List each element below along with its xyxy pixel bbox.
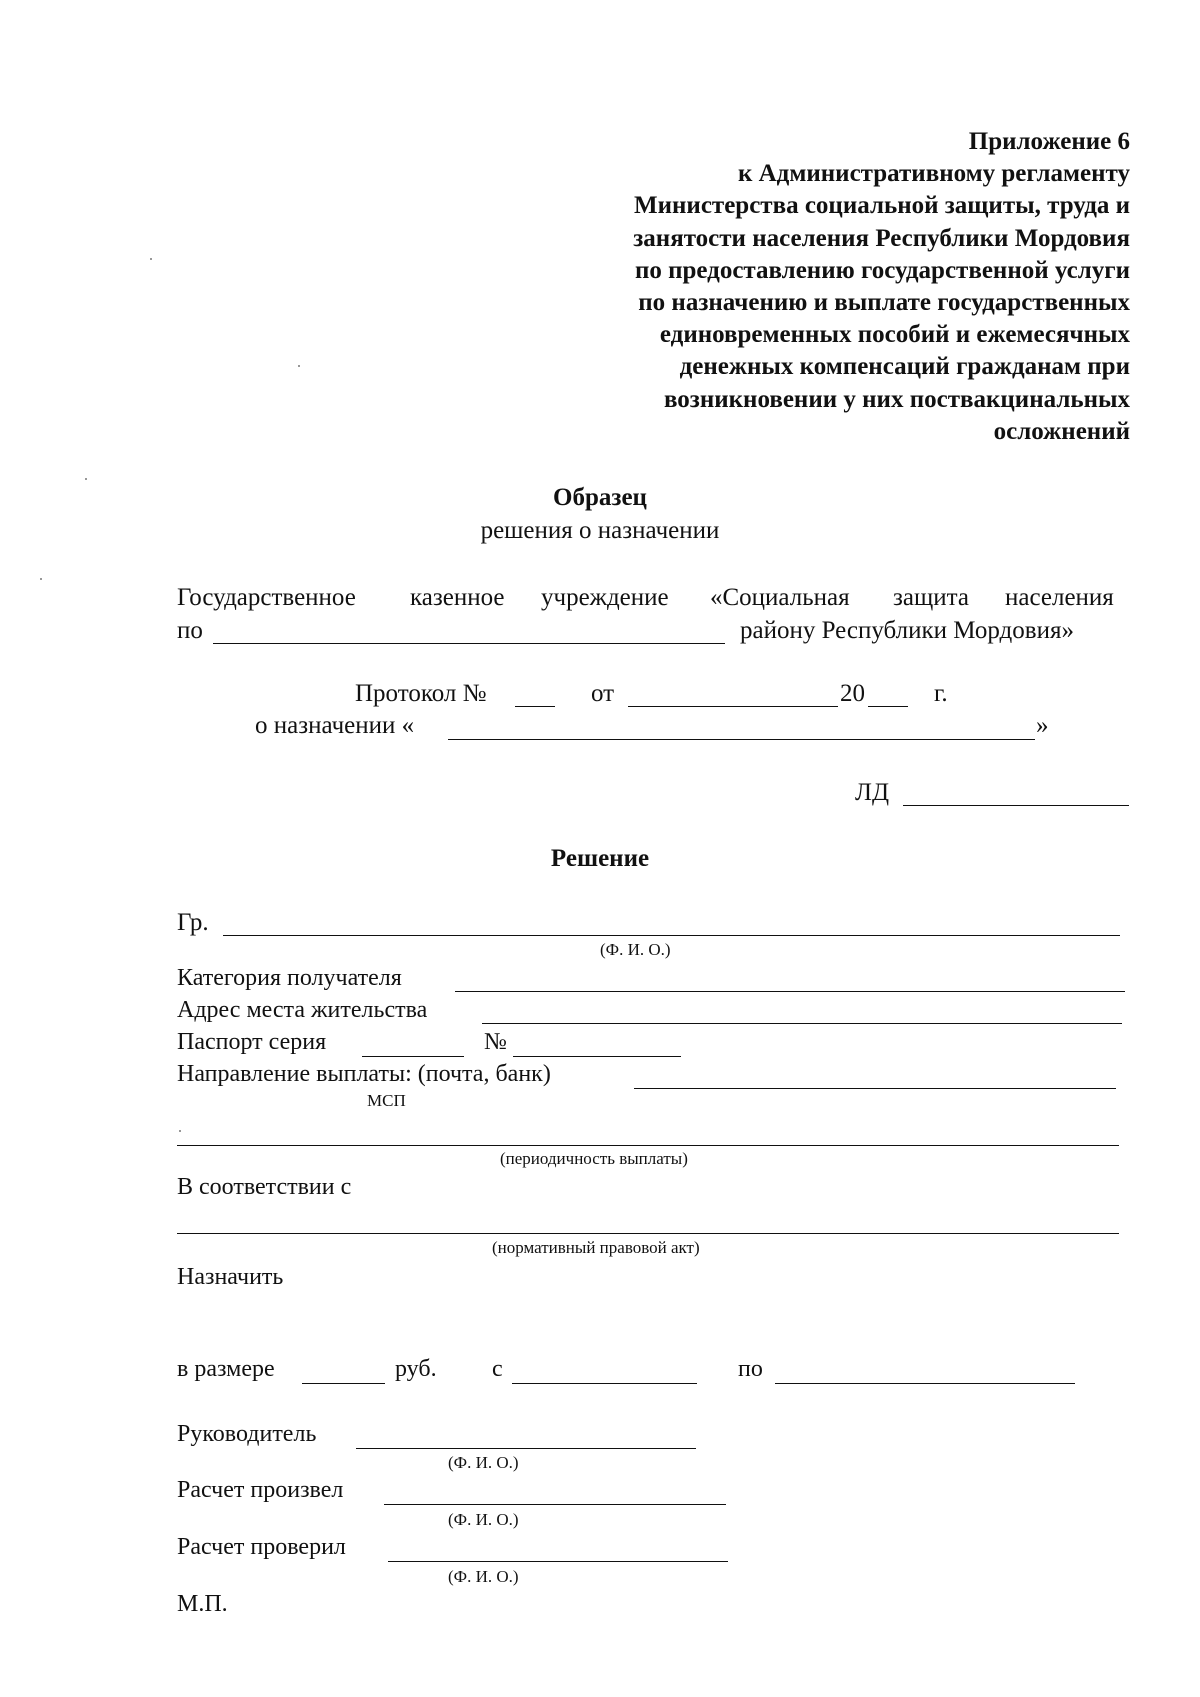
institution-suffix: району Республики Мордовия» xyxy=(740,617,1074,644)
fio-caption: (Ф. И. О.) xyxy=(448,1453,519,1472)
fio-caption: (Ф. И. О.) xyxy=(600,940,671,959)
category-field[interactable] xyxy=(455,991,1125,992)
period-from-label: с xyxy=(492,1356,503,1382)
legal-act-caption: (нормативный правовой акт) xyxy=(492,1238,700,1257)
institution-prefix: по xyxy=(177,617,203,644)
head-label: Руководитель xyxy=(177,1421,317,1447)
passport-series-label: Паспорт серия xyxy=(177,1029,327,1055)
calc-checked-label: Расчет проверил xyxy=(177,1534,346,1560)
scan-speck xyxy=(85,478,87,480)
header-line: по предоставлению государственной услуги xyxy=(634,256,1130,284)
institution-word: учреждение xyxy=(541,584,669,611)
payment-direction-label: Направление выплаты: (почта, банк) xyxy=(177,1061,551,1087)
fio-caption: (Ф. И. О.) xyxy=(448,1567,519,1586)
header-line: возникновении у них поствакцинальных xyxy=(663,385,1130,413)
ld-label: ЛД xyxy=(855,779,890,806)
accordance-label: В соответствии с xyxy=(177,1174,352,1200)
citizen-name-field[interactable] xyxy=(223,935,1120,936)
institution-word: защита xyxy=(893,584,969,611)
passport-series-field[interactable] xyxy=(362,1056,464,1057)
ld-field[interactable] xyxy=(903,805,1129,806)
periodicity-field[interactable] xyxy=(177,1145,1119,1146)
header-line: единовременных пособий и ежемесячных xyxy=(659,321,1130,349)
protocol-label: Протокол № xyxy=(355,680,487,707)
payment-direction-field[interactable] xyxy=(634,1088,1116,1089)
passport-number-field[interactable] xyxy=(513,1056,681,1057)
protocol-year-field[interactable] xyxy=(868,706,908,707)
header-line: Министерства социальной защиты, труда и xyxy=(634,192,1130,220)
calc-made-field[interactable] xyxy=(384,1504,726,1505)
scan-speck xyxy=(150,258,152,260)
protocol-date-field[interactable] xyxy=(628,706,838,707)
currency-label: руб. xyxy=(395,1356,437,1382)
institution-word: «Социальная xyxy=(710,584,850,611)
protocol-year-prefix: 20 xyxy=(840,680,865,707)
scan-speck xyxy=(298,365,300,367)
period-to-label: по xyxy=(738,1356,763,1382)
protocol-number-field[interactable] xyxy=(515,706,555,707)
amount-prefix: в размере xyxy=(177,1356,275,1382)
institution-word: казенное xyxy=(410,584,505,611)
address-label: Адрес места жительства xyxy=(177,997,428,1023)
header-line: осложнений xyxy=(993,417,1130,445)
assign-label: Назначить xyxy=(177,1264,284,1290)
protocol-year-suffix: г. xyxy=(934,680,948,707)
about-field[interactable] xyxy=(448,739,1035,740)
scan-speck xyxy=(40,578,42,580)
legal-act-field[interactable] xyxy=(177,1233,1119,1234)
about-prefix: о назначении « xyxy=(255,712,415,739)
scan-speck xyxy=(179,1130,181,1132)
calc-made-label: Расчет произвел xyxy=(177,1477,344,1503)
citizen-label: Гр. xyxy=(177,909,209,936)
institution-word: Государственное xyxy=(177,584,356,611)
header-line: денежных компенсаций гражданам при xyxy=(679,353,1130,381)
stamp-label: М.П. xyxy=(177,1591,228,1617)
header-line: к Административному регламенту xyxy=(737,160,1130,188)
about-suffix: » xyxy=(1036,712,1049,739)
address-field[interactable] xyxy=(482,1023,1122,1024)
institution-word: населения xyxy=(1005,584,1114,611)
fio-caption: (Ф. И. О.) xyxy=(448,1510,519,1529)
form-title: Образец xyxy=(553,484,647,511)
header-line: занятости населения Республики Мордовия xyxy=(633,224,1130,252)
passport-number-label: № xyxy=(484,1029,507,1055)
msp-label: МСП xyxy=(367,1091,406,1110)
period-from-field[interactable] xyxy=(512,1383,697,1384)
head-signature-field[interactable] xyxy=(356,1448,696,1449)
district-field[interactable] xyxy=(213,643,725,644)
appendix-number: Приложение 6 xyxy=(968,128,1130,155)
calc-checked-field[interactable] xyxy=(388,1561,728,1562)
period-to-field[interactable] xyxy=(775,1383,1075,1384)
category-label: Категория получателя xyxy=(177,965,402,991)
header-line: по назначению и выплате государственных xyxy=(638,289,1130,317)
form-subtitle: решения о назначении xyxy=(480,517,720,544)
periodicity-caption: (периодичность выплаты) xyxy=(500,1149,688,1168)
amount-field[interactable] xyxy=(302,1383,385,1384)
decision-title: Решение xyxy=(550,845,650,872)
appendix-header xyxy=(430,126,1130,448)
protocol-from-label: от xyxy=(591,680,615,707)
